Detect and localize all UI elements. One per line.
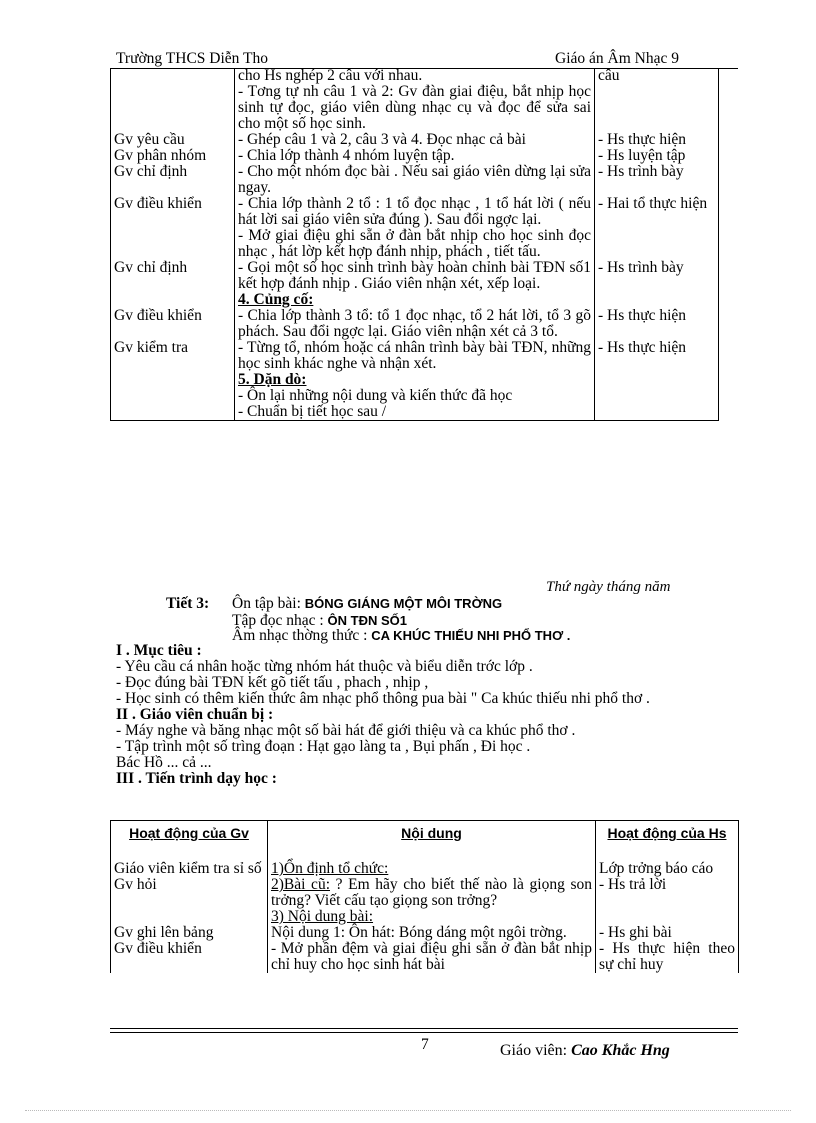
- table1-row: [111, 340, 719, 372]
- teacher-action-cell: Gv ghi lên bảng: [111, 925, 268, 941]
- content-cell: [235, 196, 595, 260]
- student-response-cell: - Hs trình bày: [595, 260, 719, 292]
- objectives-section: [116, 643, 738, 787]
- student-response-cell: Lớp trởng báo cáo: [596, 861, 739, 877]
- teacher-action-cell: [111, 292, 235, 308]
- content-cell: [268, 909, 596, 925]
- teacher-action-cell: Gv yêu cầu: [111, 132, 235, 148]
- content-cell: [235, 260, 595, 292]
- content-line: - Từng tổ, nhóm hoặc cá nhân trình bày bài TĐN, những học sinh khác nghe và nhận xét.: [238, 339, 591, 372]
- content-line: - Ôn lại những nội dung và kiến thức đã học: [238, 387, 513, 404]
- table1-row: [111, 68, 719, 132]
- objective-item: - Học sinh có thêm kiến thức âm nhạc phổ thông pua bài " Ca khúc thiếu nhi phổ thơ .: [116, 690, 650, 707]
- teacher-action-cell: [111, 909, 268, 925]
- teacher-action-cell: Gv điều khiển: [111, 308, 235, 340]
- header-teacher-activity: Hoạt động của Gv: [129, 825, 249, 841]
- sight-reading-label: Tập đọc nhạc :: [232, 612, 324, 629]
- table1-row: [111, 132, 719, 148]
- page-edge: [25, 1110, 791, 1111]
- content-cell: [235, 308, 595, 340]
- content-line: - Cho một nhóm đọc bài . Nếu sai giáo viên dừng lại sửa ngay.: [238, 163, 591, 196]
- content-line: - Chia lớp thành 2 tổ : 1 tổ đọc nhạc , 1 tổ hát lời ( nếu hát lời sai giáo viên sửa đúng ). Sau đổi ngợc lại.: [238, 195, 591, 228]
- sight-reading-title: ÔN TĐN SỐ1: [327, 613, 408, 628]
- content-cell: [268, 877, 596, 909]
- content-line: - Tơng tự nh câu 1 và 2: Gv đàn giai điệu, bắt nhịp học sinh tự đọc, giáo viên dùng nhạc cụ và đọc để sửa sai cho một số học sinh.: [238, 83, 591, 132]
- teacher-action-cell: Gv phân nhóm: [111, 148, 235, 164]
- content-line: - Ghép câu 1 và 2, câu 3 và 4. Đọc nhạc cả bài: [238, 131, 526, 148]
- teacher-action-cell: Gv kiểm tra: [111, 340, 235, 372]
- content-line: - Mở giai điệu ghi sẵn ở đàn bắt nhịp cho học sinh đọc nhạc , hát lờp kết hợp đánh nhịp, phách , tiết tấu.: [238, 227, 591, 260]
- review-line: [232, 595, 502, 613]
- student-response-cell: - Hs ghi bài: [596, 925, 739, 941]
- student-response-cell: - Hs thực hiện: [595, 340, 719, 372]
- section-heading: 5. Dặn dò:: [238, 371, 307, 388]
- table1-row: [111, 308, 719, 340]
- student-response-cell: - Hs thực hiện: [595, 308, 719, 340]
- student-response-cell: câu: [595, 68, 719, 132]
- teacher-action-cell: Gv chỉ định: [111, 260, 235, 292]
- header-content: Nội dung: [401, 825, 462, 841]
- table2-row: [111, 909, 739, 925]
- teacher-action-cell: [111, 68, 235, 132]
- student-response-cell: - Hs thực hiện theo sự chỉ huy: [596, 941, 739, 973]
- prep-heading: II . Giáo viên chuẩn bị :: [116, 706, 274, 723]
- table2-row: [111, 861, 739, 877]
- student-response-cell: - Hai tổ thực hiện: [595, 196, 719, 260]
- student-response-cell: [596, 909, 739, 925]
- content-cell: [235, 132, 595, 148]
- student-response-cell: [595, 292, 719, 308]
- teacher-action-cell: Gv điều khiển: [111, 196, 235, 260]
- content-cell: [268, 941, 596, 973]
- content-cell: [235, 164, 595, 196]
- activity-table-continued: [110, 68, 719, 421]
- table1-row: [111, 372, 719, 421]
- table1-row: [111, 164, 719, 196]
- teacher-action-cell: [111, 372, 235, 421]
- student-response-cell: - Hs trình bày: [595, 164, 719, 196]
- process-table-header: [111, 821, 739, 862]
- student-response-cell: - Hs luyện tập: [595, 148, 719, 164]
- teacher-action-cell: Gv chỉ định: [111, 164, 235, 196]
- content-cell: [235, 148, 595, 164]
- teacher-name: Cao Khắc Hng: [571, 1042, 670, 1059]
- page-number: 7: [421, 1036, 429, 1053]
- section-heading: 2)Bài cũ:: [271, 876, 330, 893]
- prep-item: Bác Hồ ... cả ...: [116, 754, 212, 771]
- content-cell: [235, 292, 595, 308]
- content-cell: [235, 68, 595, 132]
- content-cell: [235, 372, 595, 421]
- section-heading: 4. Củng cố:: [238, 291, 314, 308]
- content-text: - Mở phần đệm và giai điệu ghi sẵn ở đàn bắt nhịp chỉ huy cho học sinh hát bài: [271, 940, 592, 973]
- music-knowledge-title: CA KHÚC THIẾU NHI PHỔ THƠ .: [371, 628, 571, 643]
- table1-row: [111, 260, 719, 292]
- content-line: - Gọi một số học sinh trình bày hoàn chỉnh bài TĐN số1 kết hợp đánh nhịp . Giáo viên nhận xét, xếp loại.: [238, 259, 591, 292]
- objectives-heading: I . Mục tiêu :: [116, 642, 202, 659]
- table2-row: [111, 877, 739, 909]
- section-heading: 1)Ổn định tổ chức:: [271, 860, 389, 877]
- table1-row: [111, 196, 719, 260]
- date-line: Thứ ngày tháng năm: [546, 579, 671, 595]
- teacher-action-cell: Gv điều khiển: [111, 941, 268, 973]
- content-line: - Chuẩn bị tiết học sau /: [238, 403, 387, 420]
- content-line: cho Hs nghép 2 câu với nhau.: [238, 67, 423, 84]
- content-cell: [268, 861, 596, 877]
- footer-rule: [110, 1028, 738, 1029]
- content-line: - Chia lớp thành 4 nhóm luyện tập.: [238, 147, 455, 164]
- objective-item: - Yêu cầu cá nhân hoặc từng nhóm hát thuộc và biểu diễn trớc lớp .: [116, 658, 533, 675]
- content-cell: [268, 925, 596, 941]
- student-response-cell: - Hs thực hiện: [595, 132, 719, 148]
- header-plan: Giáo án Âm Nhạc 9: [555, 50, 679, 67]
- prep-item: - Máy nghe và băng nhạc một số bài hát để giới thiệu và ca khúc phổ thơ .: [116, 722, 576, 739]
- teacher-label: Giáo viên:: [500, 1042, 568, 1059]
- process-heading: III . Tiến trình dạy học :: [116, 770, 277, 787]
- prep-item: - Tập trình một số trìng đoạn : Hạt gạo làng ta , Bụi phấn , Đi học .: [116, 738, 531, 755]
- table2-row: [111, 925, 739, 941]
- music-knowledge-label: Âm nhạc thờng thức :: [232, 627, 368, 644]
- footer-rule-double: [110, 1032, 738, 1033]
- content-text: ? Em hãy cho biết thế nào là giọng son trởng? Viết cấu tạo giọng son trởng?: [271, 876, 592, 909]
- header-school: Trường THCS Diễn Tho: [116, 50, 268, 67]
- student-response-cell: - Hs trả lời: [596, 877, 739, 909]
- teacher-action-cell: Gv hỏi: [111, 877, 268, 909]
- student-response-cell: [595, 372, 719, 421]
- content-cell: [235, 340, 595, 372]
- teacher-signature: [500, 1042, 670, 1060]
- lesson-number: Tiết 3:: [166, 595, 210, 612]
- table1-row: [111, 292, 719, 308]
- review-label: Ôn tập bài:: [232, 595, 301, 612]
- content-text: Nội dung 1: Ôn hát: Bóng dáng một ngôi trờng.: [271, 924, 567, 941]
- content-line: - Chia lớp thành 3 tổ: tổ 1 đọc nhạc, tổ 2 hát lời, tổ 3 gõ phách. Sau đổi ngợc lại. Giáo viên nhận xét cả 3 tổ.: [238, 307, 591, 340]
- header-student-activity: Hoạt động của Hs: [607, 825, 727, 841]
- objective-item: - Đọc đúng bài TĐN kết gõ tiết tấu , phach , nhịp ,: [116, 674, 429, 691]
- table1-row: [111, 148, 719, 164]
- section-heading: 3) Nội dung bài:: [271, 908, 374, 925]
- teacher-action-cell: Giáo viên kiểm tra sỉ số: [111, 861, 268, 877]
- table2-row: [111, 941, 739, 973]
- process-table: [110, 820, 739, 973]
- review-title: BÓNG GIÁNG MỘT MÔI TRỜNG: [304, 596, 503, 611]
